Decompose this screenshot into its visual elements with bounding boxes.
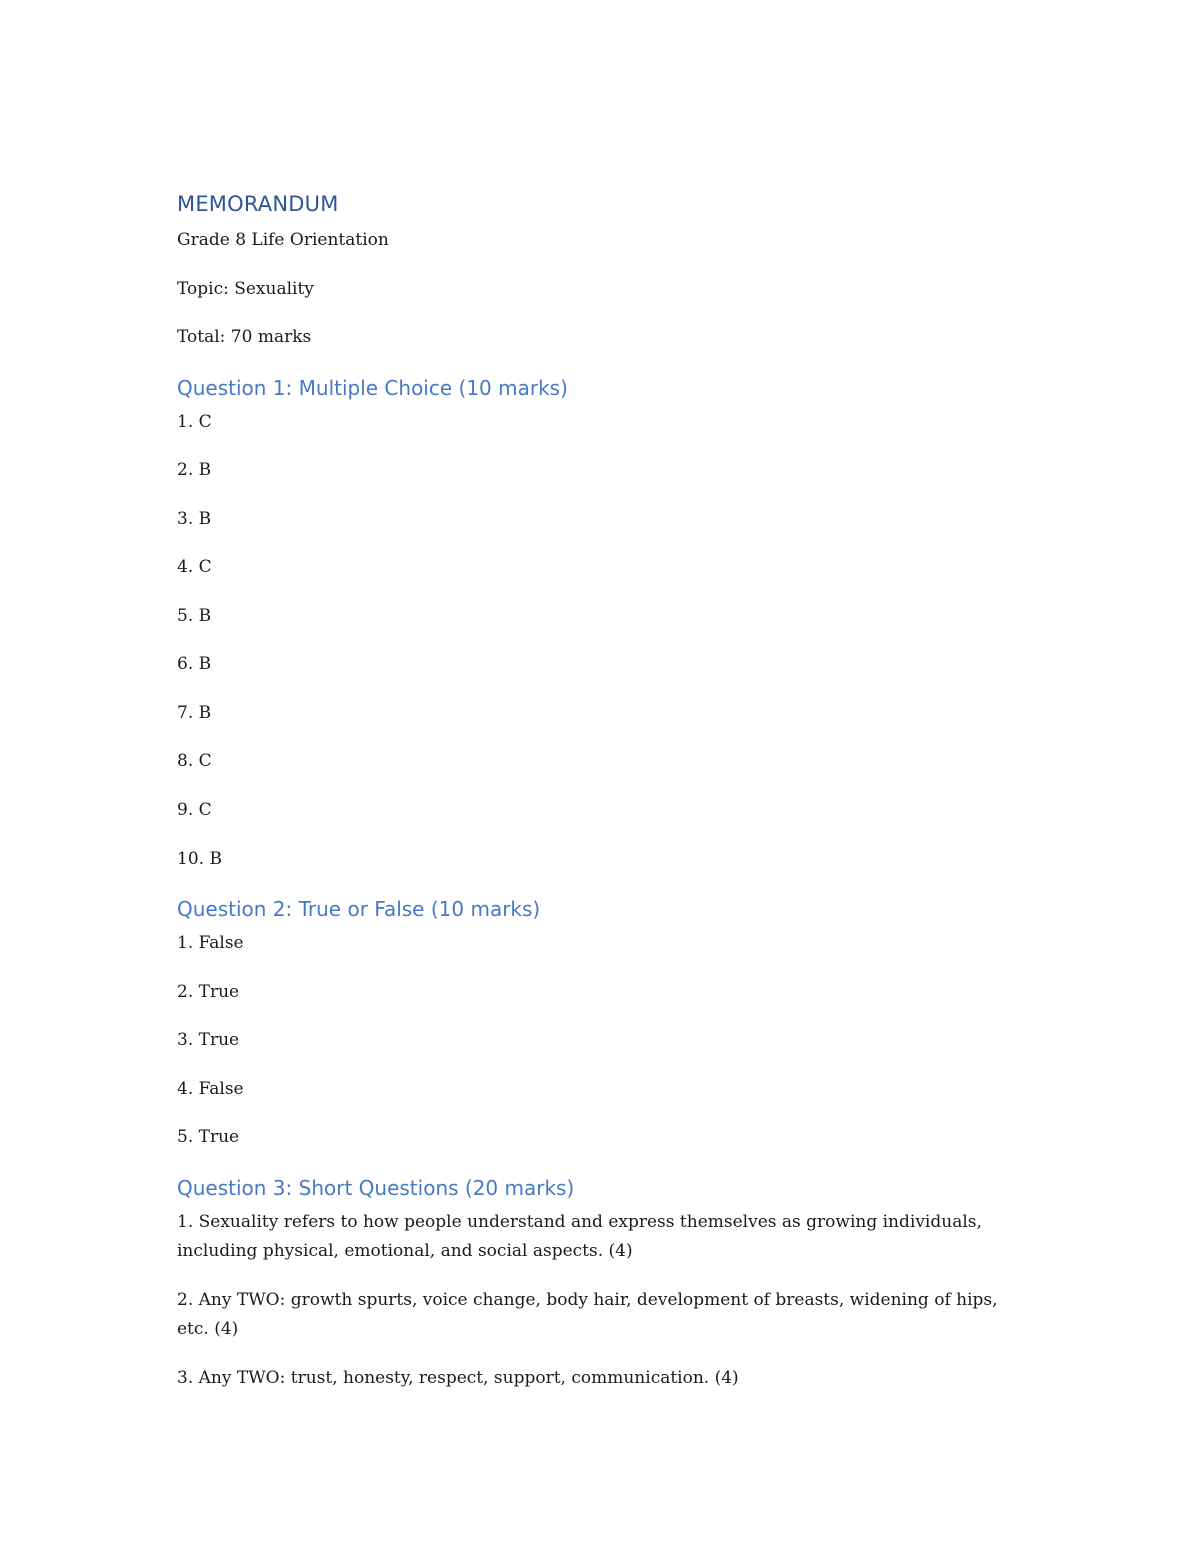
- document-title: MEMORANDUM: [177, 192, 339, 216]
- q1-answer-4: 4. C: [177, 557, 212, 577]
- q3-answer-1: 1. Sexuality refers to how people understand and express themselves as growing individuals, including physical, emotional, and social aspects. (4): [177, 1212, 982, 1261]
- question-1-heading: Question 1: Multiple Choice (10 marks): [177, 376, 568, 400]
- question-2-heading: Question 2: True or False (10 marks): [177, 897, 541, 921]
- q1-answer-8: 8. C: [177, 751, 212, 771]
- q1-answer-7: 7. B: [177, 703, 212, 723]
- q3-answer-3: 3. Any TWO: trust, honesty, respect, support, communication. (4): [177, 1368, 739, 1388]
- q2-answer-2: 2. True: [177, 982, 240, 1002]
- grade-line: Grade 8 Life Orientation: [177, 230, 389, 250]
- q1-answer-9: 9. C: [177, 800, 212, 820]
- q1-answer-5: 5. B: [177, 606, 212, 626]
- q2-answer-3: 3. True: [177, 1030, 240, 1050]
- question-3-heading: Question 3: Short Questions (20 marks): [177, 1176, 575, 1200]
- q1-answer-6: 6. B: [177, 654, 212, 674]
- topic-line: Topic: Sexuality: [177, 279, 314, 299]
- q1-answer-10: 10. B: [177, 849, 222, 869]
- q2-answer-5: 5. True: [177, 1127, 240, 1147]
- q1-answer-3: 3. B: [177, 509, 212, 529]
- q2-answer-1: 1. False: [177, 933, 244, 953]
- q2-answer-4: 4. False: [177, 1079, 244, 1099]
- total-line: Total: 70 marks: [177, 327, 312, 347]
- q1-answer-2: 2. B: [177, 460, 212, 480]
- q1-answer-1: 1. C: [177, 412, 212, 432]
- q3-answer-2: 2. Any TWO: growth spurts, voice change, body hair, development of breasts, widening of hips, etc. (4): [177, 1290, 998, 1339]
